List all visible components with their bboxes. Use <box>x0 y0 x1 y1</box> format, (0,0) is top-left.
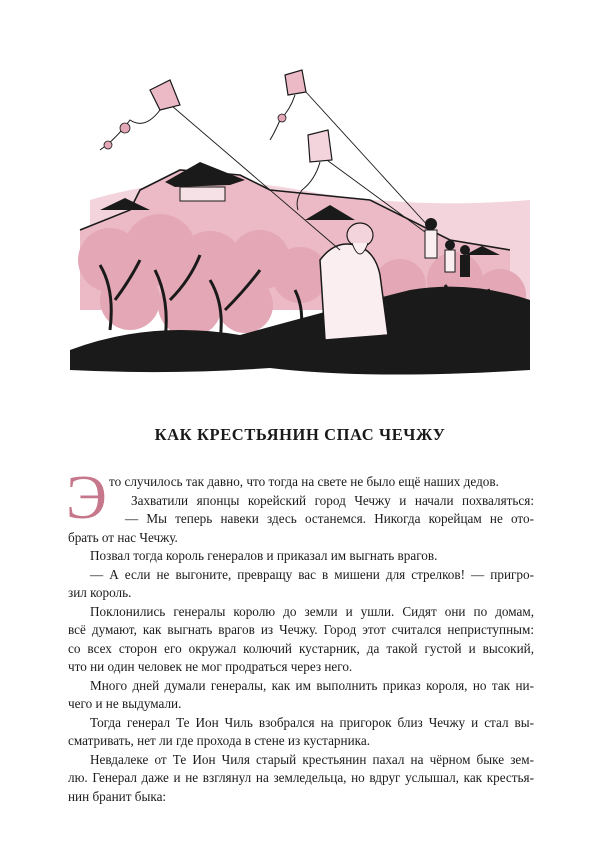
text-line: Много дней думали генералы, как им выполнить приказ короля, но так ни- <box>90 677 534 693</box>
text-line: со всех сторон его окружал колючий кустарник, да такой густой и высокий, <box>68 640 534 656</box>
text-line: — Мы теперь навеки здесь останемся. Никогда корейцам не ото- <box>125 511 534 526</box>
text-line: зил король. <box>68 585 132 600</box>
text-line: лю. Генерал даже и не взглянул на земледельца, но вдруг услышал, как крестья- <box>68 770 534 785</box>
text-line: нин бранит быка: <box>68 788 167 804</box>
kite-top <box>270 70 306 140</box>
text-line: — А если не выгоните, превращу вас в мишени для стрелков! — пригро- <box>90 566 534 582</box>
text-line: Невдалеке от Те Ион Чиля старый крестьянин пахал на чёрном быке зем- <box>90 751 534 767</box>
text-line: Позвал тогда король генералов и приказал им выгнать врагов. <box>90 548 438 563</box>
story-title: КАК КРЕСТЬЯНИН СПАС ЧЕЧЖУ <box>154 425 446 444</box>
text-line: Захватили японцы корейский город Чечжу и начали похваляться: <box>131 492 534 508</box>
text-line: брать от нас Чечжу. <box>68 529 178 545</box>
text-line: то случилось так давно, что тогда на свете не было ещё наших дедов. <box>109 474 499 489</box>
pagoda-body-main <box>180 187 225 201</box>
story-illustration <box>70 50 530 390</box>
text-line: сматривать, нет ли где прохода в стене из кустарника. <box>68 733 371 748</box>
kite-illustration <box>70 50 530 390</box>
text-line: Тогда генерал Те Ион Чиль взобрался на пригорок близ Чечжу и стал вы- <box>90 714 534 730</box>
drop-cap-letter: Э <box>66 464 107 532</box>
text-line: Поклонились генералы королю до земли и ушли. Сидят они по домам, <box>90 603 534 619</box>
story-text <box>66 464 534 806</box>
text-line: что ни один человек не мог продраться через него. <box>68 659 353 674</box>
kite-left <box>100 80 180 150</box>
text-line: всё думают, как выгнать врагов из Чечжу. Город этот считался неприступным: <box>68 622 534 637</box>
text-line: чего и не выдумали. <box>68 696 182 711</box>
